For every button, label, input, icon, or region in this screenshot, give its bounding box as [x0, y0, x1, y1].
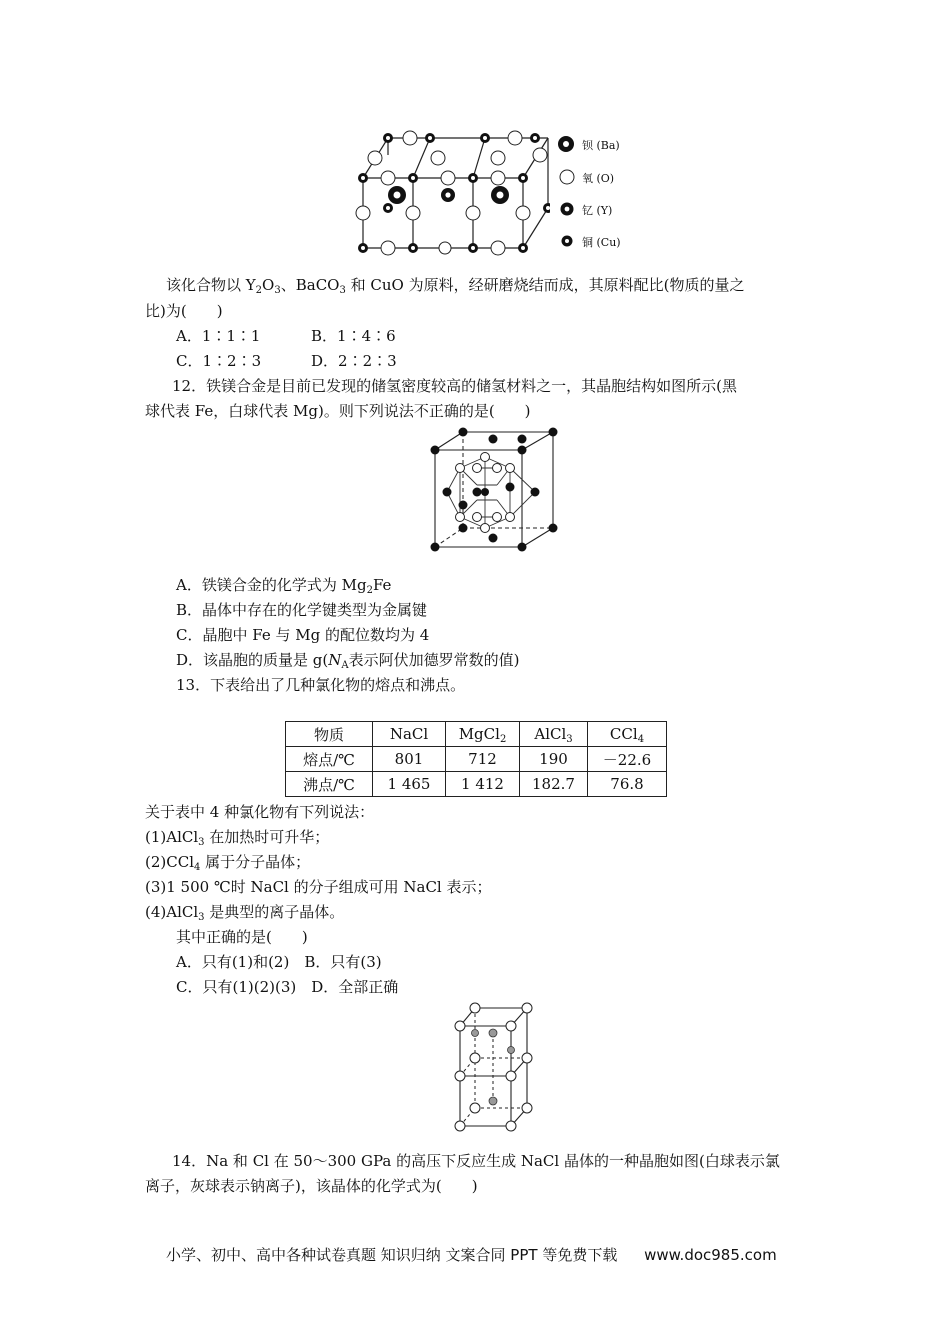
table-row	[286, 772, 667, 797]
q13-question: 其中正确的是( )	[176, 928, 308, 946]
q12-option-c: C．晶胞中 Fe 与 Mg 的配位数均为 4	[176, 626, 430, 644]
table-cell: 熔点/℃	[286, 747, 373, 772]
legend-cu-label: 铜 (Cu)	[582, 236, 621, 249]
table-header-cell: 物质	[286, 722, 373, 747]
table-cell: －22.6	[588, 747, 667, 772]
table-cell: 76.8	[588, 772, 667, 797]
q12-stem-line2: 球代表 Fe，白球代表 Mg)。则下列说法不正确的是( )	[145, 402, 531, 420]
table-cell: 1 465	[373, 772, 446, 797]
ybco-crystal-figure	[350, 125, 550, 265]
table-cell: 182.7	[520, 772, 588, 797]
q13-statement-4: (4)AlCl$_3$ 是典型的离子晶体。	[145, 903, 345, 923]
table-header-row	[286, 722, 667, 747]
q12-stem-line1: 12．铁镁合金是目前已发现的储氢密度较高的储氢材料之一，其晶胞结构如图所示(黑	[172, 377, 737, 395]
q12-option-d: D．该晶胞的质量是 $g(N_A$表示阿伏加德罗常数的值)	[176, 651, 520, 671]
q13-intro: 关于表中 4 种氯化物有下列说法：	[145, 803, 375, 821]
chloride-properties-table	[285, 721, 667, 797]
table-cell: 190	[520, 747, 588, 772]
footer-url[interactable]: www.doc985.com	[644, 1246, 777, 1264]
q12-option-a: A．铁镁合金的化学式为 $Mg_2Fe$	[176, 576, 392, 596]
legend-y-label: 钇 (Y)	[582, 204, 613, 217]
q11-option-a: A．1∶1∶1	[176, 327, 261, 345]
q11-option-c: C．1∶2∶3	[176, 352, 262, 370]
table-cell: 沸点/℃	[286, 772, 373, 797]
legend-o-icon	[559, 169, 575, 185]
q13-options-line1: A．只有(1)和(2) B．只有(3)	[176, 953, 382, 971]
table-cell: 712	[446, 747, 520, 772]
q13-stem: 13．下表给出了几种氯化物的熔点和沸点。	[176, 676, 466, 694]
table-row	[286, 747, 667, 772]
table-header-cell: AlCl$_3$	[520, 722, 588, 747]
q13-options-line2: C．只有(1)(2)(3) D．全部正确	[176, 978, 399, 996]
legend-o-label: 氧 (O)	[582, 172, 615, 185]
legend-cu-icon	[561, 235, 573, 247]
q13-statement-3: (3)1 500 ℃时 NaCl 的分子组成可用 NaCl 表示；	[145, 878, 492, 896]
q11-stem-line1: 该化合物以 $Y_2O_3$、BaCO$_3$ 和 CuO 为原料，经研磨烧结而成，其原料配比(物质的量之	[166, 276, 745, 296]
q14-stem-line1: 14．Na 和 Cl 在 50～300 GPa 的高压下反应生成 NaCl 晶体的一种晶胞如图(白球表示氯	[172, 1152, 780, 1170]
legend-ba-label: 钡 (Ba)	[582, 139, 620, 152]
footer-text: 小学、初中、高中各种试卷真题 知识归纳 文案合同 PPT 等免费下载	[166, 1246, 618, 1264]
nacl-crystal-figure	[445, 998, 540, 1133]
table-cell: 1 412	[446, 772, 520, 797]
table-header-cell: MgCl$_2$	[446, 722, 520, 747]
q11-option-d: D．2∶2∶3	[311, 352, 397, 370]
q11-stem-line2: 比)为( )	[145, 302, 223, 320]
legend-ba-icon	[557, 135, 575, 153]
table-header-cell: NaCl	[373, 722, 446, 747]
table-cell: 801	[373, 747, 446, 772]
footer	[166, 1244, 777, 1265]
legend-y-icon	[560, 202, 574, 216]
q12-option-b: B．晶体中存在的化学键类型为金属键	[176, 601, 428, 619]
femg-crystal-figure	[425, 425, 565, 555]
q14-stem-line2: 离子，灰球表示钠离子)，该晶体的化学式为( )	[145, 1177, 478, 1195]
q11-option-b: B．1∶4∶6	[311, 327, 396, 345]
q13-statement-1: (1)AlCl$_3$ 在加热时可升华；	[145, 828, 330, 848]
table-header-cell: CCl$_4$	[588, 722, 667, 747]
q13-statement-2: (2)CCl$_4$ 属于分子晶体；	[145, 853, 311, 873]
